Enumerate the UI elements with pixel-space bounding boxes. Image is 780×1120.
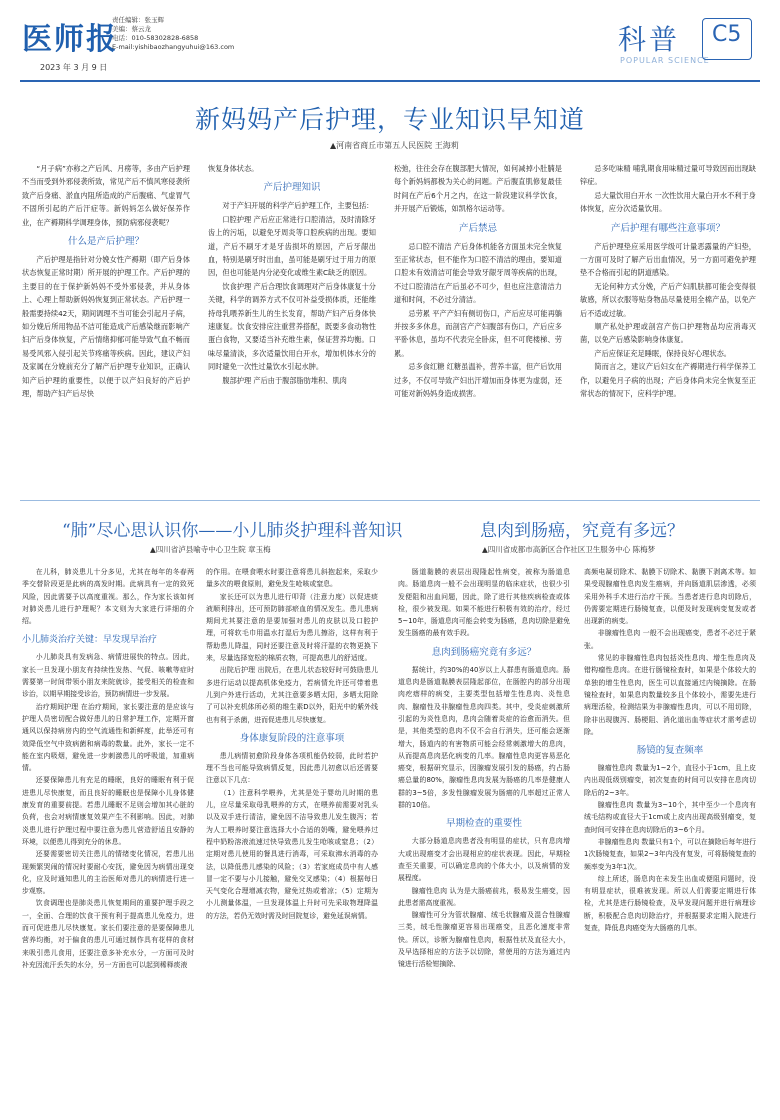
article3-byline: ▲四川省成都市高新区合作社区卫生服务中心 陈梅梦 — [482, 545, 656, 554]
subheading: 什么是产后护理？ — [67, 236, 144, 248]
article2-col2 — [206, 566, 378, 922]
subheading: 息肉到肠癌究竟有多远？ — [431, 646, 537, 658]
subheading: 小儿肺炎治疗关键：早发现早治疗 — [22, 635, 158, 646]
article2-col1 — [22, 566, 194, 971]
editor: 责任编辑：张玉辉 — [112, 16, 164, 24]
subheading: 早期检查的重要性 — [445, 818, 522, 830]
paragraph: 口腔护理 产后应正常进行口腔清洁，及时清除牙齿上的污垢，以避免牙周炎等口腔疾病的出现。要知道，产后不刷牙才是牙齿损坏的原因，产后牙龈出血，特别是刷牙时出血，虽可能是刷牙过于用力的原因，但也可能是内分泌变化或维生素C缺乏的原因。 — [208, 214, 376, 278]
article1-col1 — [22, 162, 190, 401]
section-title: 科普 — [618, 23, 681, 56]
paragraph: 还要保障患儿有充足的睡眠，良好的睡眠有利于促进患儿尽快康复，而且良好的睡眠也是保障小儿身体健康发育的重要前提。若患儿睡眠不足则会增加其心脏的负荷，也会对病情康复效果产生不利影响。因此，对肺炎患儿进行护理过程中要注意为患儿营造舒适且安静的环境，以便患儿得到充分的休息。 — [22, 776, 194, 846]
phone: 电话：010-58302828-6858 — [112, 34, 199, 42]
paragraph: 松弛，往往会存在腹部肥大情况，如何减掉小肚腩是每个新妈妈都极为关心的问题。产后腹直肌修复最佳时间在产后6个月之内，在这一阶段建议科学饮食，并开展产后锻炼，如凯格尔运动等。 — [394, 164, 562, 214]
article3-col1 — [398, 566, 570, 971]
paragraph: 无论何种方式分娩，产后产妇肌肤都可能会变得很敏感，所以衣服等贴身物品尽量使用全棉产品，以免产后不适或过敏。 — [580, 281, 756, 318]
paragraph: 非腺瘤性息肉 数量只有1个，可以在摘除后每年进行1次肠镜复查，如果2~3年内没有复发，可将肠镜复查的频率变为3年1次。 — [584, 837, 756, 871]
paragraph: 腺瘤性息肉 数量为1~2个，直径小于1cm，且上皮内出现低级别瘤变，初次复查的时间可以安排在息肉切除后的2~3年。 — [584, 764, 756, 797]
paragraph: 腺瘤性可分为管状腺瘤、绒毛状腺瘤及混合性腺瘤三类，绒毛性腺瘤更容易出现癌变，且恶化速度非常快。所以，诊断为腺瘤性息肉，根据性状及直径大小，及早选择相应的方法予以切除，常使用的方法为通过内镜进行活检钳摘除、 — [398, 911, 570, 969]
subheading: 身体康复阶段的注意事项 — [239, 732, 345, 744]
article1-byline: ▲河南省商丘市第五人民医院 王海莉 — [330, 141, 459, 150]
paragraph: 忌多吃味精 哺乳期食用味精过量可导致因而出现缺锌症。 — [580, 164, 756, 187]
paragraph: 产后护理垫应采用医学级可计量恶露量的产妇垫，一方面可及时了解产后出血情况，另一方面可避免护理垫不合格而引起的阴道感染。 — [580, 241, 756, 278]
newspaper-logo: 医师报 — [22, 22, 118, 57]
paragraph: 恢复身体状态。 — [208, 164, 259, 173]
article3-title: 息肉到肠癌，究竟有多远？ — [480, 521, 684, 541]
paragraph: 忌劳累 平产产妇有侧切伤口，产后应尽可能再躺并按多多休息，而剖宫产产妇腹部有伤口，产后应多平卧休息，虽均不代表完全卧床，但不可爬楼梯、劳累。 — [394, 308, 562, 358]
paragraph: 高频电凝切除术、黏膜下切除术、黏膜下剥离术等。如果受现腺瘤性息肉发生癌病，并向肠道肌层渗透，必须采用外科手术进行治疗干预。当患者进行息肉切除后，仍需要定期进行肠镜复查，以便及时发现病变复发或者出现新的病变。 — [584, 568, 756, 626]
paragraph: 肠道黏膜的表层出现隆起性病变，被称为肠道息肉。肠道息肉一般不会出现明显的临床症状，也很少引发便阻和出血问题，因此，除了进行其他疾病检查或体检，很少被发现。如果不能进行积极有效的治疗，经过5~10年，肠道息肉可能会转变为肠癌，息肉切除是避免发生肠癌的最有效手段。 — [398, 568, 570, 638]
paragraph: 产后应保证充足睡眠，保持良好心理状态。 — [594, 348, 731, 358]
paragraph: 对于产妇开展的科学产后护理工作，主要包括： — [222, 201, 374, 211]
subheading: 产后护理知识 — [263, 182, 321, 194]
paragraph: 出院后护理 出院后，在患儿状态较好时可鼓励患儿多进行运动以提高机体免疫力，若病情允许还可带着患儿到户外进行活动，尤其注意要多晒太阳，多晒太阳除了可以补充机体所必须的维生素D以外，阳光中的紫外线也有利于杀菌，进而促进患儿尽快康复。 — [206, 666, 378, 724]
paragraph: 治疗期间护理 在治疗期间，家长要注意的是应该与护理人员密切配合做好患儿的日常护理工作，定期开窗通风以保持病房内的空气流通性和新鲜度，此举还可有效降低空气中致病菌和病毒的数量。此外，家长一定不能在室内吸烟，避免进一步刺激患儿的呼吸道，加重病情。 — [22, 702, 194, 773]
paragraph: 据统计，约30%的40岁以上人群患有肠道息肉。肠道息肉是肠道黏膜表层隆起部位，在肠腔内的部分出现肉疙瘩样的病变，主要类型包括增生性息肉、炎性息肉、腺瘤性及非腺瘤性息肉四类。其中，受炎症刺激所引起的为炎性息肉，息肉会随着炎症的治愈而消失。但是，其他类型的息肉不仅不会自行消失，还可能会逐渐增大，肠道内的有害物质可能会经常刺激增大的息肉，从而提高息肉恶化病变的几率。腺瘤性息肉更容易恶化癌变，根据研究显示，因腺瘤发展引发的肠癌，约占肠癌总量的80%，腺瘤性息肉发展为肠癌的几率是健康人群的3~5倍，多发性腺瘤发展为肠癌的几率超过正常人群的10倍。 — [398, 665, 570, 810]
section-subtitle: POPULAR SCIENCE — [620, 56, 710, 65]
paragraph: 患儿病情初愈阶段身体各项机能仍较弱，此时若护理不当也可能导致病情反复，因此患儿初愈以后还需要注意以下几点： — [206, 751, 378, 785]
paragraph: 小儿肺炎具有发病急、病情进展快的特点。因此，家长一旦发现小朋友有持续性发热、气促、咳嗽等症时需要第一时间带领小朋友来院就诊，接受相关的检查和诊治，以期早期接受诊治，预防病情进一步发展。 — [22, 653, 194, 699]
paragraph: 还要需要密切关注患儿的情绪变化情况，若患儿出现频繁哭闹的情况时要耐心安抚，避免因为病情出现变化，应及时通知患儿的主治医师对患儿的病情进行进一步观察。 — [22, 850, 194, 896]
subheading: 产后护理有哪些注意事项？ — [610, 222, 725, 234]
paragraph: 顺产私处护理或剖宫产伤口护理物品均应消毒灭菌，以免产后感染影响身体康复。 — [580, 322, 756, 345]
article2-title: “肺”尽心思认识你——小儿肺炎护理科普知识 — [62, 521, 403, 541]
paragraph: 家长还可以为患儿进行叩背（注意力度）以促进痰液顺利排出，还可预防肺部瘀血的情况发生。患儿患病期间尤其要注意的是要加强对患儿的皮肤以及口腔护理，可将软毛巾用温水打湿后为患儿擦浴，这样有利于帮助患儿降温，同时还要注意及时将汗湿的衣物更换下来，尽量选择宽松的棉质衣物，可提高患儿的舒适度。 — [206, 592, 378, 663]
article2-byline: ▲四川省泸县喻寺中心卫生院 章玉梅 — [150, 545, 271, 554]
paragraph: 综上所述，肠息肉在未发生出血或便阻问题时，没有明显症状，很难被发现。所以人们需要定期进行体检，尤其是进行肠镜检查，及早发现问题并进行病理诊断，积极配合息肉切除治疗，并根据要求定期入院进行复查，降低息肉癌变为大肠癌的几率。 — [584, 874, 756, 933]
page-number: C5 — [712, 22, 742, 47]
paragraph: 简而言之，建议产后妇女在产褥期进行科学保养工作，以避免月子病的出现；产后身体尚未完全恢复至正常状态的情况下，应科学护理。 — [580, 362, 756, 399]
paragraph: （1）注意科学喂养，尤其是处于婴幼儿时期的患儿，应尽量采取母乳喂养的方式，在喂养前需要对乳头以及双手进行清洁，避免因不洁导致患儿发生腹泻；若为人工喂养时要注意选择大小合适的奶嘴，避免喂养过程中奶粉溶液流速过快导致患儿发生呛咳或窒息；（2）定期对患儿使用的餐具进行消毒，可采取沸水消毒的办法，以降低患儿感染的风险；（3）若家庭成员中有人感冒一定不要与小儿接触，避免交叉感染；（4）根据每日天气变化合理增减衣物，避免过热或着凉；（5）定期为小儿测量体温，一旦发现体温上升时可先采取物理降温的方法，若仍无效时需及时回院复诊，避免延误病情。 — [206, 788, 378, 920]
article1-col3 — [394, 162, 562, 401]
paragraph: 腺瘤性息肉 数量为3~10个，其中至少一个息肉有绒毛结构或直径大于1cm或上皮内出现高级别瘤变，复查时间可安排在息肉切除后的3~6个月。 — [584, 801, 756, 834]
paragraph: “月子病”亦称之产后风、月痨等，多由产后护理不当而受到外邪侵袭所致，常见产后不慎风寒侵袭所致产后身痛、淤血内阻所造成的产后腹痛、气虚胃气不固所引起的产后汗症等。新妈妈怎么做好保养作业，在产褥期科学调理身体，预防病邪侵袭呢？ — [22, 164, 190, 227]
article1-col2 — [208, 162, 376, 387]
paragraph: 腺瘤性息肉 认为是大肠癌前兆，极易发生癌变，因此患者需高度重视。 — [398, 886, 570, 907]
paragraph: 忌多食红糖 红糖虽温补，营养丰富，但产后饮用过多，不仅可导致产妇出汗增加而身体更为虚弱，还可能对新妈妈身造成损害。 — [394, 362, 562, 399]
paragraph: 的作用。在喂食喂水时要注意将患儿斜抱起来，采取少量多次的喂食原则，避免发生呛咳或窒息。 — [206, 568, 378, 589]
paragraph: 大部分肠道息肉患者没有明显的症状，只有息肉增大或出现癌变才会出现相应的症状表现。因此，早期检查至关重要，可以确定息肉的个体大小，以及病情的发展程度。 — [398, 837, 570, 883]
issue-date: 2023 年 3 月 9 日 — [40, 63, 108, 72]
paragraph: 常见的非腺瘤性息肉包括炎性息肉、增生性息肉及错构瘤性息肉。在进行肠镜检查时，如果是个体较大的单独的增生性息肉，医生可以直接通过内镜摘除。在肠镜检查时，如果息肉数量较多且个体较小，需要先进行病理活检，检测结果为非腺瘤性息肉，可以不用切除，除非出现腹泻、肠梗阻、消化道出血等症状才需考虑切除。 — [584, 654, 756, 736]
subheading: 产后禁忌 — [458, 222, 497, 234]
paragraph: 饮食护理 产后合理饮食调理对产后身体康复十分关键，科学的调养方式不仅可补益受损体质，还能维持母乳喂养新生儿的生长发育，帮助产妇产后身体快速康复。饮食安排应注重营养搭配，既要多食动物性蛋白食物，又要适当补充维生素，保证营养均衡。口味尽量清淡，多次适量饮用白开水，增加机体水分的同时避免一次性过量饮水引起水肿。 — [208, 281, 376, 372]
paragraph: 饮食调理也是肺炎患儿恢复期间的重要护理手段之一，全面、合理的饮食干预有利于提高患儿免疫力，进而可促进患儿尽快康复。家长们要注意的是要保障患儿营养均衡，对于偏食的患儿可通过制作具有花样的食材来吸引患儿食用，还要注意多补充水分，一方面可及时补充因流汗丢失的水分，另一方面也可以起到稀释痰液 — [22, 899, 194, 969]
designer: 美编：蔡云龙 — [112, 25, 151, 33]
paragraph: 忌大量饮用白开水 一次性饮用大量白开水不利于身体恢复，应分次适量饮用。 — [580, 190, 756, 214]
paragraph: 腹部护理 产后由于腹部脂肪堆积、肌肉 — [222, 375, 347, 385]
paragraph: 忌口腔不清洁 产后身体机能各方面虽未完全恢复至正常状态，但不能作为口腔不清洁的理由，要知道口腔未有效清洁可能会导致牙龈牙周等疾病的出现，不过口腔清洁在产后虽必不可少，但也应注意清洁力道和时间，不必过分清洁。 — [394, 241, 562, 305]
article3-col2 — [584, 566, 756, 934]
section-divider — [20, 500, 760, 501]
article1-title: 新妈妈产后护理，专业知识早知道 — [194, 105, 585, 134]
editorial-info — [112, 16, 234, 52]
paragraph: 产后护理是指针对分娩女性产褥期（即产后身体状态恢复正常时期）所开展的护理工作。产后护理的主要目的在于保护新妈妈不受外邪侵袭，并从身体上、心理上帮助新妈妈恢复到正常状态。产后护理一般需要持续42天，期间调理不当可能会引起月子病，如分娩后所用物品不洁可能造成产后感染继而影响产妇产后身体恢复，产后情绪抑郁可能导致气血不畅而易受风邪入侵引起关节疼痛等疾病。因此，建议产妇及家属在分娩前充分了解产后护理专业知识，正确认知产后护理的重要性，以便于以产妇良好的产后护理，帮助产妇产后尽快 — [22, 255, 190, 399]
email: E-mail:yishibaozhangyuhui@163.com — [112, 43, 235, 51]
article1-col4 — [580, 162, 756, 401]
subheading: 肠镜的复查频率 — [636, 745, 704, 757]
header-rule — [20, 80, 760, 82]
paragraph: 在儿科，肺炎患儿十分多见，尤其在每年的冬春两季交替阶段更是此病的高发时期。此病具有一定的致死风险，因此需要予以高度重视。那么，作为家长该如何对肺炎患儿进行护理呢？本文则为大家进行详细的介绍。 — [22, 568, 194, 626]
paragraph: 非腺瘤性息肉 一般不会出现癌变，患者不必过于紧张。 — [584, 629, 756, 650]
